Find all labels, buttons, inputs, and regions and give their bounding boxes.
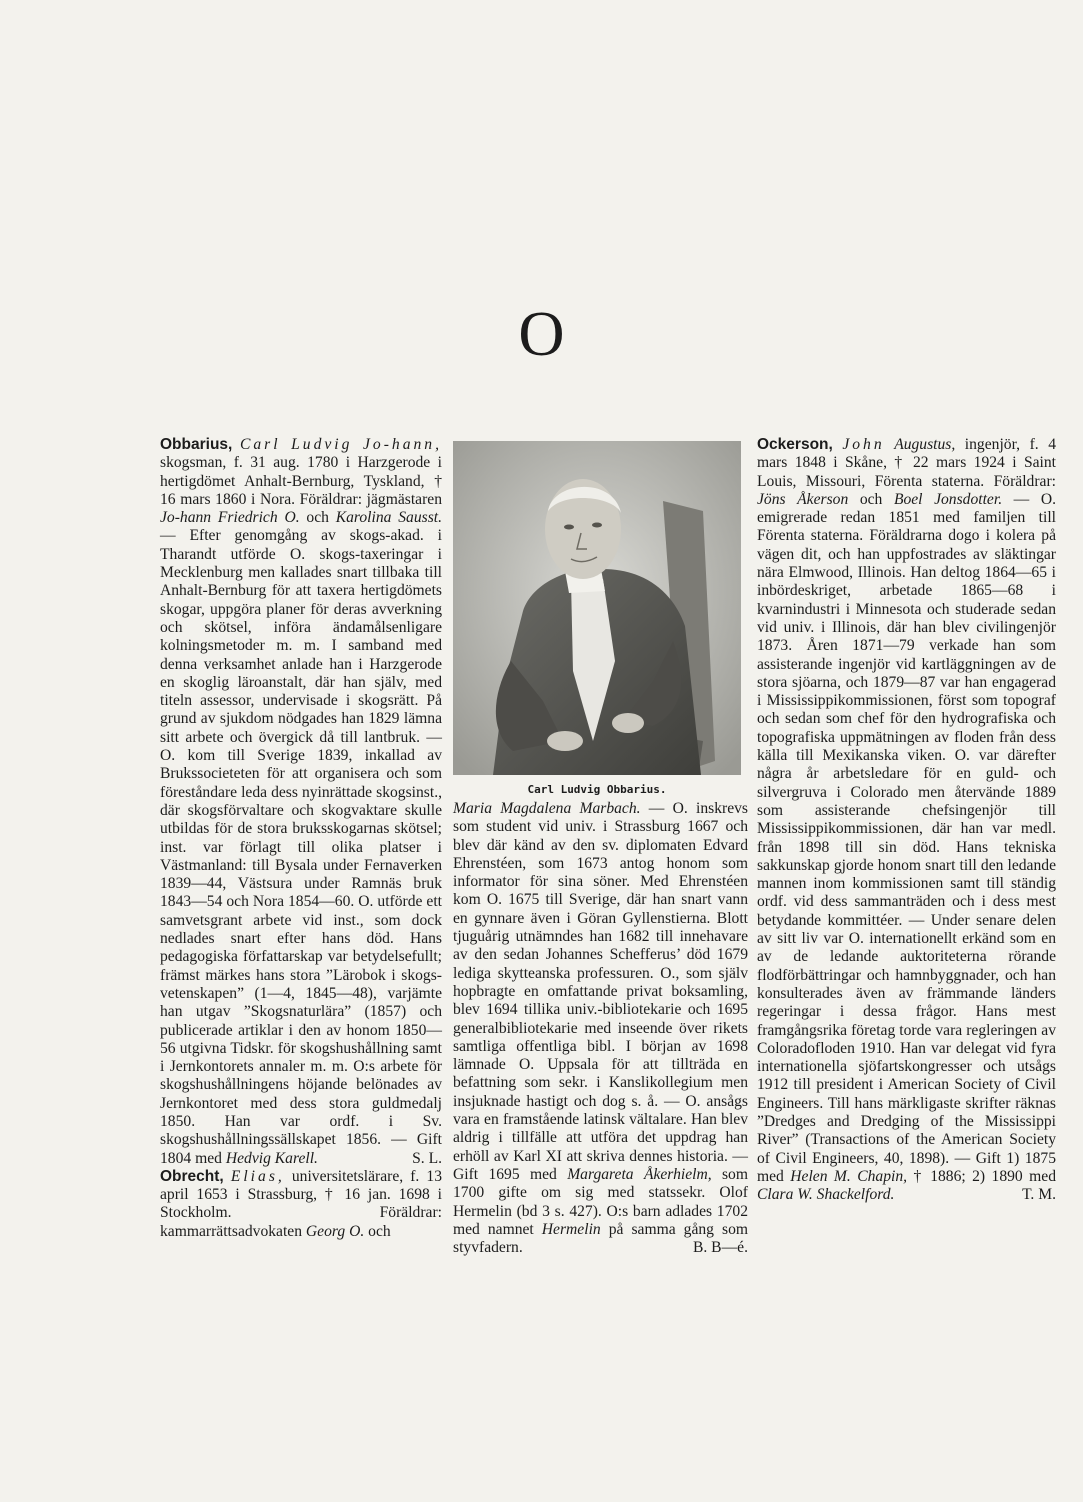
entry-text: på samma gång som styvfadern. [453,1220,748,1257]
entry-ockerson [757,436,1056,1204]
column-right [757,436,1056,1204]
mother-name: Boel Jonsdotter. [893,490,1003,508]
given-names: Elias, [230,1167,285,1185]
portrait-image [453,441,741,775]
entry-heading: Obrecht, [160,1167,224,1185]
column-middle [453,800,748,1257]
father-name: Jöns Åkerson [757,490,849,508]
entry-heading: Obbarius, [160,436,233,453]
mother-name: Maria Magdalena Marbach. [453,800,641,817]
father-name: Georg O. [305,1222,365,1240]
entry-text: — O. emigrerade redan 1851 med familjen till Förenta staterna. Föräldrarna dogo i kolera på vägen dit, och han uppfostrades av släktingar nära Elmwood, Illinois. Han deltog 1864—65 i inbördeskriget, arbetade 1865—68 i kvarnindustri i Minnesota och studerade sedan vid univ. i Illinois, där han blev civilingenjör 1873. Åren 1871—79 verkade han som assisterande ingenjör vid kartläggningen av de stora sjöarna, och 1879—87 var han engagerad i Mississippikommissionen, först som topograf och sedan som chef för den hydrografiska och topografiska uppmätningen av floden från dess källa till Mexikanska viken. O. var därefter några år arbetsledare för en guld- och silvergruva i Colorado men återvände 1889 som assisterande chefsingenjör till Mississippikommissionen, där han var medl. från 1898 till sin död. Hans tekniska sakkunskap gjorde honom snart till den ledande mannen inom kommissionen samt till ständig ordf. vid dess sammanträden och i dess mest betydande kommittéer. — Under senare delen av sitt liv var O. internationellt erkänd som en av de ledande auktoriteterna rörande flodförbättringar och hamnbyggnader, och han konsulterades även av främmande länders regeringar i dessa frågor. Hans mest framgångsrika företag torde vara regleringen av Coloradofloden 1910. Han var delegat vid fyra internationella sjöfartskongresser och utsågs 1912 till president i American Society of Civil Engineers. Till hans märkligaste skrifter räknas ”Dredges and Dredging of the Mississippi River” (Transactions of the American Society of Civil Engineers, 40, 1898). — Gift 1) 1875 med [757,490,1056,1185]
author-signature: T. M. [1022,1186,1056,1204]
entry-heading: Ockerson, [757,436,833,453]
entry-text: och [299,509,336,527]
author-signature: B. B—é. [692,1239,748,1257]
entry-text: ingenjör, f. 4 mars 1848 i Skåne, † 22 mars 1924 i Saint Louis, Missouri, Förenta staterna. Föräldrar: [757,436,1056,490]
entry-text: † 1886; 2) 1890 med [907,1167,1056,1185]
entry-text: och [848,490,894,508]
section-letter: O [518,298,565,369]
entry-obrecht-continued [453,800,748,1257]
wife-name: Hedvig Karell. [225,1149,318,1167]
entry-text: skogsman, f. 31 aug. 1780 i Harzgerode i hertigdömet Anhalt-Bernburg, Tyskland, † 16 mars 1860 i Nora. Föräldrar: jägmästaren [160,454,442,508]
figure-caption: Carl Ludvig Obbarius. [527,783,667,796]
given-names-rest: Augustus, [894,436,956,453]
wife-name: Helen M. Chapin, [790,1167,908,1185]
entry-obbarius [160,436,442,1168]
noble-name: Hermelin [541,1220,601,1238]
father-name: Jo-hann Friedrich O. [160,509,300,527]
entry-text: som 1700 gifte om sig med statssekr. Olof Hermelin (bd 3 s. 427). O:s barn adlades 1702 med namnet [453,1165,748,1238]
given-names: John [842,436,885,453]
wife-name: Margareta Åkerhielm, [567,1165,712,1183]
entry-text: och [364,1222,391,1240]
author-signature: S. L. [412,1149,442,1167]
given-names: Carl Ludvig Jo-hann, [239,436,442,453]
entry-text: — O. inskrevs som student vid univ. i Strassburg 1667 och blev där känd av den sv. diplomaten Edvard Ehrenstéen, som 1673 antog honom som informator för sina söner. Med Ehrenstéen kom O. 1675 till Sverige, där han snart vann en gynnare även i Göran Gyllenstierna. Blott tjuguårig utnämndes han 1682 till innehavare av den sedan Johannes Schefferus’ död 1679 lediga skytteanska professuren. O., som själv hopbragte en omfattande privat boksamling, blev 1694 tillika univ.-bibliotekarie och 1695 generalbibliotekarie med inseende över rikets samtliga offentliga bibl. I början av 1698 lämnade O. Uppsala för att tillträda en befattning som sekr. i Kanslikollegium men insjuknade hastigt och dog s. å. — O. ansågs vara en framstående latinsk vältalare. Han blev aldrig i tillfälle att utföra det uppdrag han erhöll av Karl XI att skriva dennes historia. — Gift 1695 med [453,800,748,1183]
entry-text: universitetslärare, f. 13 april 1653 i Strassburg, † 16 jan. 1698 i Stockholm. Föräldrar: kammarrättsadvokaten [160,1167,443,1240]
mother-name: Karolina Sausst. [335,509,442,527]
column-left [160,436,442,1241]
entry-obrecht [160,1168,442,1241]
wife-name: Clara W. Shackelford. [757,1186,895,1204]
entry-text: — Efter genomgång av skogs-akad. i Tharandt utförde O. skogs-taxeringar i Mecklenburg men kallades snart tillbaka till Anhalt-Bernburg för att taxera hertigdömets skogar, uppgöra planer för deras avverkning och skötsel, införa ändamålsenligare kolningsmetoder m. m. I samband med denna verksamhet anlade han i Harzgerode en skoglig läroanstalt, där han själv, med titeln assessor, undervisade i skogsrätt. På grund av sjukdom nödgades han 1829 lämna sitt arbete och övergick då till lantbruk. — O. kom till Sverige 1839, inkallad av Brukssocieteten för att organisera och som föreståndare leda dess nyinrättade skogsinst., där skogsförvaltare och skogvaktare skulle utbildas för de stora bruksskogarnas skötsel; inst. var förlagt till olika platser i Västmanland: till Bysala under Fernaverken 1839—44, Västsura under Ramnäs bruk 1843—54 och Nora 1854—60. O. utförde ett samvetsgrant arbete vid inst., som dock nedlades snart efter hans död. Hans pedagogiska författarskap var betydelsefullt; främst märkes hans stora ”Lärobok i skogs-vetenskapen” (1—4, 1845—48), varjämte han utgav ”Skogsnaturlära” (1857) och publicerade artiklar i den av honom 1850—56 utgivna Tidskr. för skogshushållning samt i Jernkontorets annaler m. m. O:s arbete för skogshushållningens höjande belönades av Jernkontoret med dess stora guldmedalj 1850. Han var ordf. i Sv. skogshushållningssällskapet 1856. — Gift 1804 med [160,527,442,1167]
